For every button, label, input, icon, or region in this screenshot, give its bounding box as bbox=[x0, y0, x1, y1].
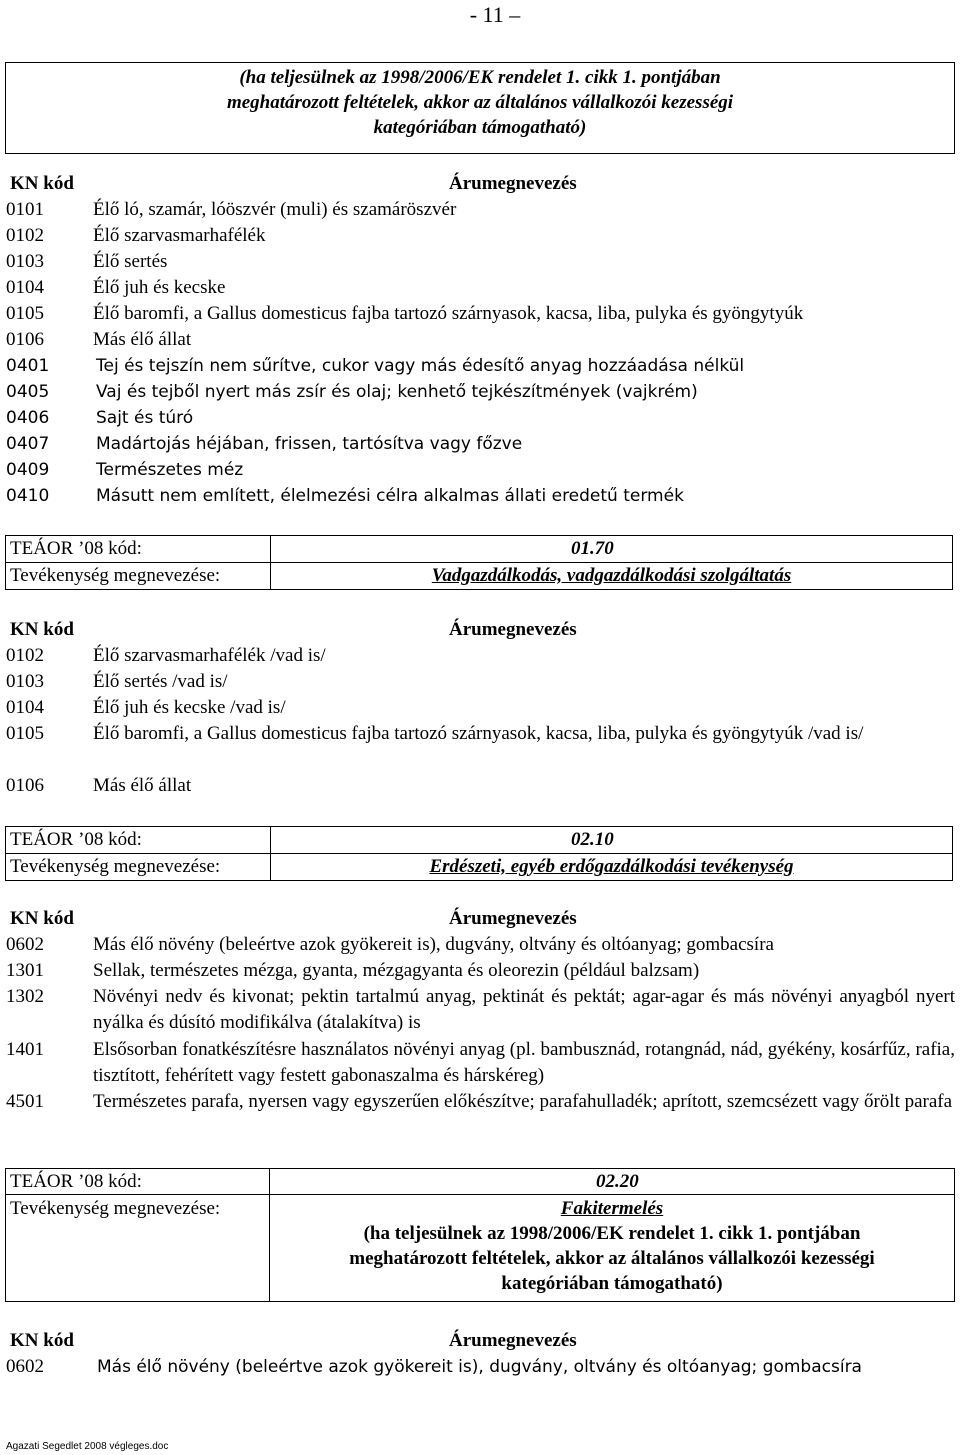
note-line: meghatározott feltételek, akkor az általános vállalkozói kezességi bbox=[349, 1248, 875, 1269]
kn-code: 0103 bbox=[6, 251, 44, 272]
product-desc: Más élő állat bbox=[93, 775, 192, 796]
product-desc: Más élő állat bbox=[93, 329, 192, 350]
product-desc: Sajt és túró bbox=[96, 408, 194, 428]
product-desc: Elsősorban fonatkészítésre használatos növényi anyag (pl. bambusznád, rotangnád, nád, gyékény, kosárfűz, rafia, tisztított, fehérített vagy festett gabonaszalma és hárskéreg) bbox=[93, 1039, 955, 1086]
teaor-code-label: TEÁOR ’08 kód: bbox=[6, 827, 271, 854]
product-name-header: Árumegnevezés bbox=[449, 173, 577, 194]
kn-code: 4501 bbox=[6, 1091, 44, 1112]
eligibility-note bbox=[270, 1221, 954, 1296]
eligibility-note bbox=[6, 65, 954, 140]
kn-code-header: KN kód bbox=[10, 1330, 74, 1351]
note-line: kategóriában támogatható) bbox=[373, 117, 587, 138]
kn-code: 0602 bbox=[6, 934, 44, 955]
kn-code: 0410 bbox=[6, 486, 50, 506]
product-desc: Más élő növény (beleértve azok gyökereit is), dugvány, oltvány és oltóanyag; gombacsíra bbox=[93, 934, 774, 955]
activity-label: Tevékenység megnevezése: bbox=[10, 1198, 221, 1219]
kn-code: 0106 bbox=[6, 329, 44, 350]
teaor-code-row bbox=[6, 1169, 954, 1195]
product-desc: Másutt nem említett, élelmezési célra alkalmas állati eredetű termék bbox=[96, 486, 684, 506]
product-desc: Élő baromfi, a Gallus domesticus fajba tartozó szárnyasok, kacsa, liba, pulyka és gyöngytyúk bbox=[93, 303, 804, 324]
product-desc: Élő baromfi, a Gallus domesticus fajba tartozó szárnyasok, kacsa, liba, pulyka és gyöngytyúk /vad is/ bbox=[93, 723, 864, 744]
eligibility-note-box bbox=[5, 62, 955, 154]
kn-code: 0602 bbox=[6, 1356, 44, 1377]
page-number: - 11 – bbox=[469, 2, 521, 27]
kn-code: 0105 bbox=[6, 303, 44, 324]
kn-code: 0102 bbox=[6, 645, 44, 666]
activity-label: Tevékenység megnevezése: bbox=[6, 854, 271, 881]
teaor-code: 02.20 bbox=[596, 1171, 639, 1192]
product-name-header: Árumegnevezés bbox=[449, 908, 577, 929]
kn-code: 0105 bbox=[6, 723, 44, 744]
activity-label: Tevékenység megnevezése: bbox=[6, 563, 271, 590]
kn-code: 0102 bbox=[6, 225, 44, 246]
product-desc: Természetes méz bbox=[96, 460, 244, 480]
product-desc: Élő juh és kecske /vad is/ bbox=[93, 697, 286, 718]
activity-name: Vadgazdálkodás, vadgazdálkodási szolgáltatás bbox=[271, 563, 953, 590]
kn-code: 0409 bbox=[6, 460, 50, 480]
product-desc: Élő juh és kecske bbox=[93, 277, 226, 298]
product-name-header: Árumegnevezés bbox=[449, 1330, 577, 1351]
product-desc: Vaj és tejből nyert más zsír és olaj; kenhető tejkészítmények (vajkrém) bbox=[96, 382, 698, 402]
kn-code: 0406 bbox=[6, 408, 50, 428]
kn-code: 0405 bbox=[6, 382, 50, 402]
product-desc: Élő ló, szamár, lóöszvér (muli) és szamáröszvér bbox=[93, 199, 457, 220]
product-desc: Élő szarvasmarhafélék bbox=[93, 225, 266, 246]
note-line: kategóriában támogatható) bbox=[501, 1273, 723, 1294]
activity-name: Fakitermelés bbox=[560, 1198, 664, 1219]
teaor-table bbox=[5, 826, 953, 881]
teaor-code: 02.10 bbox=[271, 827, 953, 854]
product-desc: Sellak, természetes mézga, gyanta, mézgagyanta és oleorezin (például balzsam) bbox=[93, 960, 700, 981]
teaor-code: 01.70 bbox=[271, 536, 953, 563]
product-desc: Élő szarvasmarhafélék /vad is/ bbox=[93, 645, 326, 666]
teaor-table bbox=[5, 535, 953, 590]
kn-code: 0104 bbox=[6, 277, 44, 298]
teaor-code-label: TEÁOR ’08 kód: bbox=[10, 1171, 142, 1192]
footer-filename: Agazati Segedlet 2008 végleges.doc bbox=[6, 1441, 169, 1452]
kn-code: 1302 bbox=[6, 986, 44, 1007]
note-line: (ha teljesülnek az 1998/2006/EK rendelet 1. cikk 1. pontjában bbox=[363, 1223, 861, 1244]
product-desc: Növényi nedv és kivonat; pektin tartalmú anyag, pektinát és pektát; agar-agar és más növényi anyagból nyert nyálka és dúsító modifikálva (átalakítva) is bbox=[93, 986, 955, 1033]
product-desc: Madártojás héjában, frissen, tartósítva vagy főzve bbox=[96, 434, 523, 454]
product-desc: Élő sertés bbox=[93, 251, 168, 272]
product-desc: Természetes parafa, nyersen vagy egyszerűen előkészítve; parafahulladék; aprított, szemcsézett vagy őrölt parafa bbox=[93, 1091, 953, 1112]
kn-code: 0101 bbox=[6, 199, 44, 220]
product-name-header: Árumegnevezés bbox=[449, 619, 577, 640]
kn-code-header: KN kód bbox=[10, 173, 74, 194]
kn-code: 0401 bbox=[6, 356, 50, 376]
kn-code-header: KN kód bbox=[10, 908, 74, 929]
kn-code: 0407 bbox=[6, 434, 50, 454]
note-line: meghatározott feltételek, akkor az általános vállalkozói kezességi bbox=[226, 92, 734, 113]
kn-code: 0104 bbox=[6, 697, 44, 718]
teaor-box bbox=[5, 1168, 955, 1302]
product-desc: Más élő növény (beleértve azok gyökereit is), dugvány, oltvány és oltóanyag; gombacsíra bbox=[97, 1357, 862, 1377]
kn-code-header: KN kód bbox=[10, 619, 74, 640]
kn-code: 1401 bbox=[6, 1039, 44, 1060]
kn-code: 0106 bbox=[6, 775, 44, 796]
product-desc: Tej és tejszín nem sűrítve, cukor vagy más édesítő anyag hozzáadása nélkül bbox=[96, 356, 745, 376]
product-desc: Élő sertés /vad is/ bbox=[93, 671, 228, 692]
teaor-code-label: TEÁOR ’08 kód: bbox=[6, 536, 271, 563]
kn-code: 1301 bbox=[6, 960, 44, 981]
note-line: (ha teljesülnek az 1998/2006/EK rendelet 1. cikk 1. pontjában bbox=[239, 67, 721, 88]
activity-name: Erdészeti, egyéb erdőgazdálkodási tevékenység bbox=[271, 854, 953, 881]
kn-code: 0103 bbox=[6, 671, 44, 692]
